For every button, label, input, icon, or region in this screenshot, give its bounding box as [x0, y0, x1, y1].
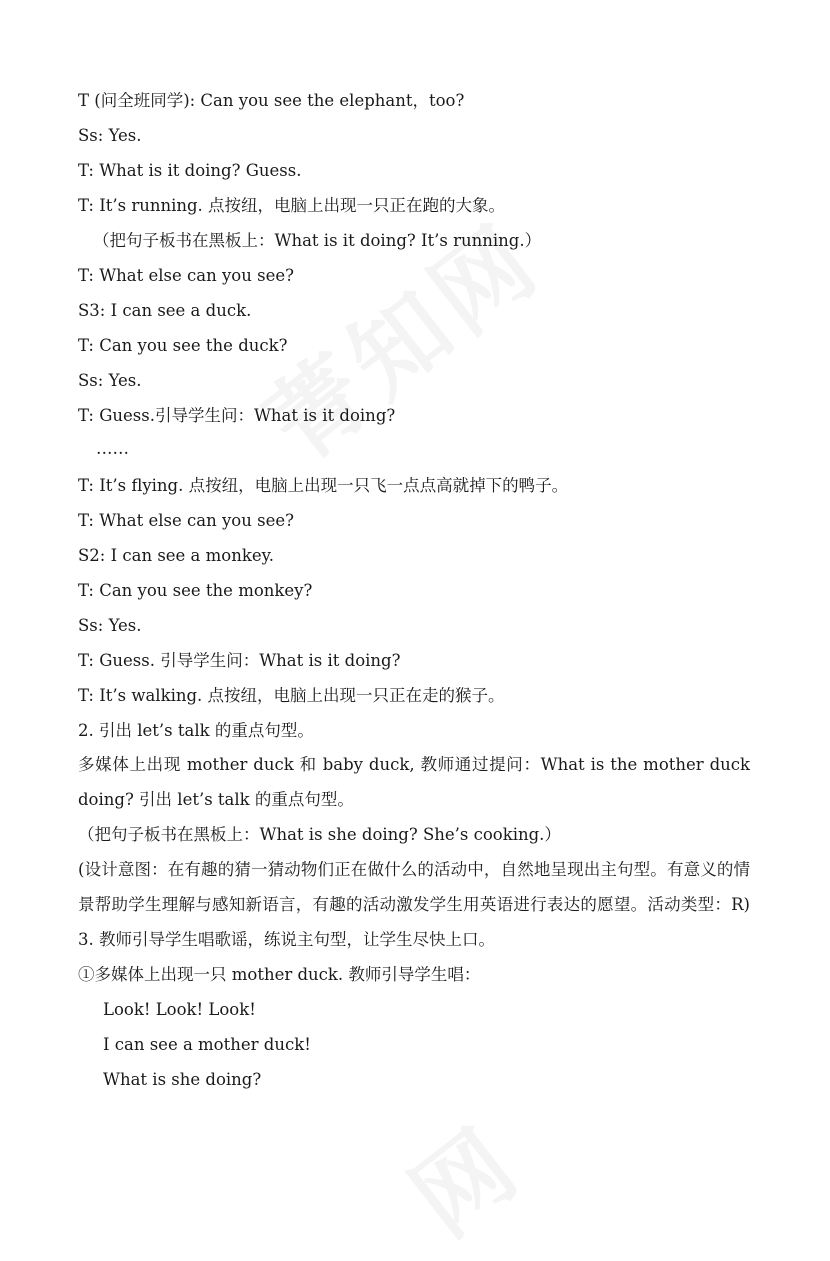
text-line: T: What is it doing? Guess.: [78, 161, 302, 180]
text-line: Ss: Yes.: [78, 616, 142, 635]
text-line: 2. 引出 let’s talk 的重点句型。: [78, 721, 314, 740]
text-line: What is she doing?: [103, 1070, 262, 1089]
text-line: Ss: Yes.: [78, 371, 142, 390]
text-line: （把句子板书在黑板上：What is it doing? It’s running.）: [93, 231, 542, 250]
text-line: (设计意图：在有趣的猜一猜动物们正在做什么的活动中，自然地呈现出主句型。有意义的情: [78, 860, 750, 879]
watermark-text-fragment: [379, 1073, 566, 1261]
text-line: T: Guess.引导学生问：What is it doing?: [78, 406, 396, 425]
text-line: T: What else can you see?: [78, 266, 294, 285]
text-line: S3: I can see a duck.: [78, 301, 252, 320]
watermark-fragment: [379, 1073, 531, 1216]
text-line: Look! Look! Look!: [103, 1000, 256, 1019]
text-line: 多媒体上出现 mother duck 和 baby duck, 教师通过提问：What is the mother duck: [78, 755, 750, 774]
text-line: Ss: Yes.: [78, 126, 142, 145]
text-line: 景帮助学生理解与感知新语言，有趣的活动激发学生用英语进行表达的愿望。活动类型：R): [78, 895, 750, 914]
text-line: T: It’s flying. 点按纽，电脑上出现一只飞一点点高就掉下的鸭子。: [78, 476, 569, 495]
text-line: T: It’s walking. 点按纽，电脑上出现一只正在走的猴子。: [78, 686, 505, 705]
text-line: T (问全班同学): Can you see the elephant，too?: [78, 91, 465, 110]
text-line: （把句子板书在黑板上：What is she doing? She’s cooking.）: [78, 825, 561, 844]
text-line: doing? 引出 let’s talk 的重点句型。: [78, 790, 354, 809]
text-line: T: It’s running. 点按纽，电脑上出现一只正在跑的大象。: [78, 196, 506, 215]
text-line: T: Guess. 引导学生问：What is it doing?: [78, 651, 401, 670]
text-line: T: Can you see the duck?: [78, 336, 288, 355]
text-line: S2: I can see a monkey.: [78, 546, 274, 565]
text-line: I can see a mother duck!: [103, 1035, 311, 1054]
text-line: ①多媒体上出现一只 mother duck. 教师引导学生唱：: [78, 965, 481, 984]
text-line: T: What else can you see?: [78, 511, 294, 530]
text-line: T: Can you see the monkey?: [78, 581, 313, 600]
text-line: 3. 教师引导学生唱歌谣，练说主句型，让学生尽快上口。: [78, 930, 495, 949]
text-line: ……: [96, 439, 129, 458]
